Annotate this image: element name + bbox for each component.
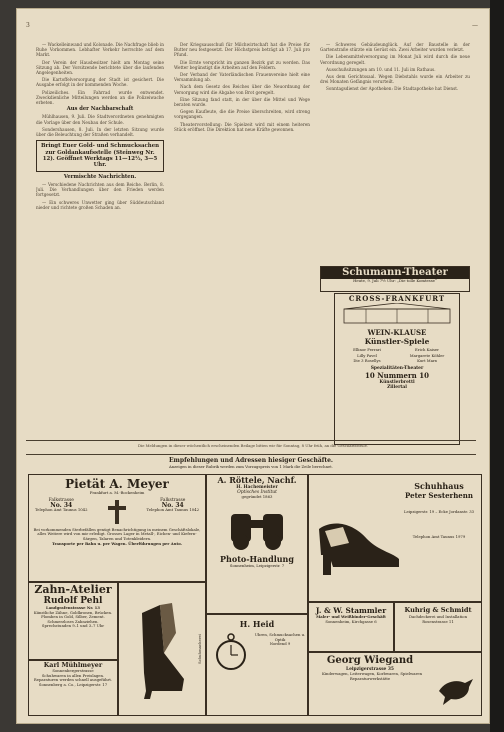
heid-address: Nordend 9 (269, 641, 291, 647)
article-paragraph: Mühlhausen, 9. Juli. Die Stadtverordneten genehmigten die Vorlage über den Neubau der Schule. (36, 114, 164, 125)
scan-edge (490, 0, 504, 732)
artist-list (335, 346, 459, 366)
article-paragraph: — Schweres Gebäudeunglück. Auf der Baustelle in der Gartenstraße stürzte ein Gerüst ein. Zwei Arbeiter wurden verletzt. (320, 42, 470, 53)
zahn-atelier-ad (28, 582, 118, 660)
roettele-title: A. Röttele, Nachf. (217, 475, 297, 485)
telephone: Telephon Amt Taunus 1042 (35, 507, 88, 512)
section-heading: Vermischte Nachrichten. (63, 173, 137, 180)
kuenstlerbrettl: Künstlerbrettl (379, 379, 415, 385)
photo-handlung: Photo-Handlung (220, 554, 294, 564)
schuhhaus-telephone: Telephon Amt Taunus 1979 (412, 533, 466, 539)
kuhrig-subtitle: Dachdeckerei und Installation (408, 614, 468, 619)
street: Falkstrasse (160, 497, 186, 503)
meyer-ad (28, 474, 206, 582)
column-3 (320, 42, 470, 262)
zahn-name: Rudolf Pehl (43, 596, 103, 606)
article-paragraph: Eine Sitzung fand statt, in der über die Mittel und Wege beraten wurde. (174, 96, 310, 108)
street: Falkstrasse (48, 497, 74, 503)
wiegand-subtitle: Leipzigerstrasse 35 (346, 667, 394, 672)
roettele-since: gegründet 1863 (241, 494, 273, 500)
house-number: No. 34 (161, 501, 184, 509)
zahn-body: Künstliche Zähne, Goldkronen, Brücken. Plomben in Gold, Silber, Zement. Schmerzloses Zahnziehen. (33, 609, 113, 624)
bird-icon (435, 669, 475, 709)
cross-title: CROSS-FRANKFURT (348, 294, 446, 303)
page-number-right: — (472, 22, 478, 29)
article-paragraph: — Wackelleinwand und Kolonade. Die Nachfrage blieb in Ruhe Vorkommen. Lebhafter Verkehr herrschte auf dem Markt. (36, 42, 164, 58)
shoe-icon (313, 489, 405, 579)
shoe-icon (132, 593, 192, 703)
schumann-theater-ad (320, 266, 470, 292)
article-paragraph: Ausschußsitzungen am 10. und 11. Juli im Rathaus. (326, 66, 436, 72)
cross-frankfurt-ad (334, 293, 460, 445)
artist-name: Margarete Köhler (409, 352, 445, 358)
zillertal: Zillertal (387, 385, 407, 391)
zahn-hours: Sprechstunden 9–1 und 3–7 Uhr (41, 623, 105, 629)
shoe-illustration-ad (118, 582, 206, 716)
column-2 (174, 42, 310, 452)
kuenstler-spiele-title: Künstler-Spiele (364, 337, 430, 346)
divider (26, 440, 476, 441)
telephone: Telephon Amt Taunus 1042 (146, 507, 199, 512)
article-paragraph: Sondershausen, 8. Juli. In der letzten Sitzung wurde über die Beleuchtung der Straßen verhandelt. (36, 126, 164, 138)
muehlmeyer-body: Schuhwaren in allen Preislagen. Reparaturen werden schnell ausgeführt. (33, 672, 113, 683)
schumann-title: Schumann-Theater (321, 267, 469, 279)
house-number: No. 34 (50, 501, 73, 509)
page-number-left: 3 (26, 22, 30, 29)
artist-name: Kurt Marx (417, 358, 437, 364)
kuhrig-title: Kuhrig & Schmidt (404, 606, 472, 614)
schumann-subtitle: Heute, 9. Juli 7½ Uhr: „Die tolle Komtesse“ (353, 278, 437, 283)
muehlmeyer-title: Karl Mühlmeyer (43, 661, 103, 669)
article-paragraph: Theatervorstellung: Die Spielzeit wird mit einem heiteren Stück eröffnet. Die Direktion hat neue Kräfte gewonnen. (174, 121, 310, 132)
article-paragraph: — Ein schweres Unwetter ging über Süddeutschland nieder und richtete großen Schaden an. (36, 199, 164, 210)
article-paragraph: Nach dem Gesetz des Reiches über die Neuordnung der Versorgung wird die Abgabe von Brot geregelt. (174, 84, 310, 95)
artist-name: Lilly Pavel (357, 352, 377, 358)
stammler-address: Sonnenheim, Kirchgasse 6 (325, 618, 377, 624)
article-paragraph: Die Kartoffelversorgung der Stadt ist gesichert. Die Ausgabe erfolgt in der kommenden Woche. (36, 77, 164, 88)
column-1 (36, 42, 164, 452)
meyer-footer: Transporte per Bahn u. per Wagen. Überführungen per Auto. (51, 541, 182, 547)
muehlmeyer-ad (28, 660, 118, 716)
gold-collection-notice: Bringt Euer Gold- und Schmucksachen zur Goldankaufsstelle (Steinweg Nr. 12). Geöffnet Werktags 11—12½, 3—5 Uhr. (36, 140, 164, 172)
wiegand-body: Kinderwagen, Leiterwagen, Korbwaren, Spielwaren (321, 671, 423, 677)
binoculars-icon (217, 500, 297, 550)
divider (26, 454, 476, 455)
article-paragraph: Die Lebensmittelversorgung im Monat Juli wird durch die neue Verordnung geregelt. (320, 54, 470, 65)
wiegand-ad (308, 652, 482, 716)
muehlmeyer-subtitle: Sonnenbergerstrasse (52, 668, 94, 673)
meyer-subtitle: Frankfurt a. M.-Bockenheim (89, 490, 145, 495)
article-paragraph: Der Kriegsausschuß für Milchwirtschaft hat die Preise für Butter neu festgesetzt. Der Höchstpreis beträgt ab 17. Juli pro Pfund. (174, 42, 310, 58)
kuhrig-address: Rosenstrasse 11 (422, 618, 454, 624)
article-paragraph: Die Ernte verspricht im ganzen Bezirk gut zu werden. Das Wetter begünstigt die Arbeiten auf den Feldern. (174, 59, 310, 70)
meyer-body: Bei vorkommenden Sterbefällen genügt Benachrichtigung in meinem Geschäftslokale, alles Weitere wird von mir erledigt. Grosses Lager in Metall-, Eichen- und Kiefern-Särgen, Talaren und Totenkleidern. (33, 526, 201, 541)
artist-name: Ellinor Ferrari (353, 347, 381, 352)
newspaper-page (16, 8, 490, 724)
schuhhaus-name: Peter Sesterhenn (405, 491, 473, 500)
wiegand-footer: Reparaturwerkstätte (349, 675, 391, 681)
heid-subtitle: Uhren, Schmucksachen u. Optik (254, 632, 306, 642)
article-paragraph: Sonntagsdienst der Apotheken: Die Stadtapotheke hat Dienst. (326, 86, 459, 92)
article-paragraph: Der Verband der Vaterländischen Frauenvereine hielt eine Versammlung ab. (174, 72, 310, 83)
stammler-subtitle: Maler- und Weißbinder-Geschäft (316, 614, 386, 619)
article-paragraph: — Verschiedene Nachrichten aus dem Reiche. Berlin, 8. Juli. Die Verhandlungen über den Frieden werden fortgesetzt. (36, 182, 164, 198)
ads-header: Empfehlungen und Adressen hiesiger Geschäfte. (168, 457, 334, 464)
article-paragraph: Der Verein der Hausbesitzer hielt am Montag seine Sitzung ab. Der Vorsitzende berichtete über die laufenden Angelegenheiten. (36, 59, 164, 76)
roettele-address: Sonnenheim, Leipzigerstr. 7 (229, 563, 285, 568)
article-paragraph: Polizeiliches. Ein Fahrrad wurde entwendet. Zweckdienliche Mitteilungen werden an die Polizeiwache erbeten. (36, 89, 164, 106)
building-illustration (336, 303, 458, 325)
roettele-subtitle: Optisches Institut (237, 490, 277, 496)
schuhhaus-title: Schuhhaus (414, 481, 464, 491)
wein-klause-title: WEIN-KLAUSE (367, 328, 427, 337)
meyer-right-address (147, 498, 200, 526)
meyer-left-address (35, 498, 88, 526)
muehlmeyer-footer: Sonnenberg a. Co., Leipzigerstr. 17 (38, 681, 108, 687)
zahn-address: Landgrafenstrasse Nr. 13 (46, 605, 100, 610)
pocket-watch-icon (211, 631, 251, 671)
bottom-notice: Die Meldungen in dieser wöchentlich erscheinenden Beilage bitten wir für Sonntag, 8 Uhr früh, an die Geschäftsstelle. (137, 443, 369, 448)
roettele-ad (206, 474, 308, 614)
article-paragraph: Aus dem Gerichtssaal. Wegen Diebstahls wurde ein Arbeiter zu drei Monaten Gefängnis verurteilt. (320, 74, 470, 85)
schuhhaus-ad (308, 474, 482, 602)
heid-ad (206, 614, 308, 716)
zahn-title: Zahn-Atelier (34, 583, 112, 596)
spezialitaeten-title: Spezialitäten-Theater (370, 365, 424, 371)
vertical-label: Schuhmacherei (197, 633, 203, 665)
section-heading: Aus der Nachbarschaft (66, 106, 134, 113)
wiegand-title: Georg Wiegand (326, 655, 414, 666)
ads-subheader: Anzeigen in dieser Rubrik werden zum Vorzugspreis von 1 Mark die Zeile berechnet. (168, 464, 334, 469)
heid-title: H. Heid (239, 619, 275, 629)
schuhhaus-address: Leipzigerstr. 19 – Ecke Jordanstr. 33 (403, 509, 475, 514)
article-paragraph: Gegen Kaufleute, die die Preise überschreiten, wird streng vorgegangen. (174, 109, 310, 120)
meyer-title: Pietät A. Meyer (65, 477, 169, 491)
artist-name: Erich Kaiser (415, 347, 439, 352)
roettele-owner: H. Hachemeister (236, 485, 278, 490)
artist-name: Die 3 Rosellys (353, 358, 381, 364)
cross-emblem-icon (104, 498, 130, 526)
stammler-title: J. & W. Stammler (315, 606, 387, 615)
kuhrig-ad (394, 602, 482, 652)
ten-numbers: 10 Nummern 10 (365, 370, 429, 380)
stammler-ad (308, 602, 394, 652)
